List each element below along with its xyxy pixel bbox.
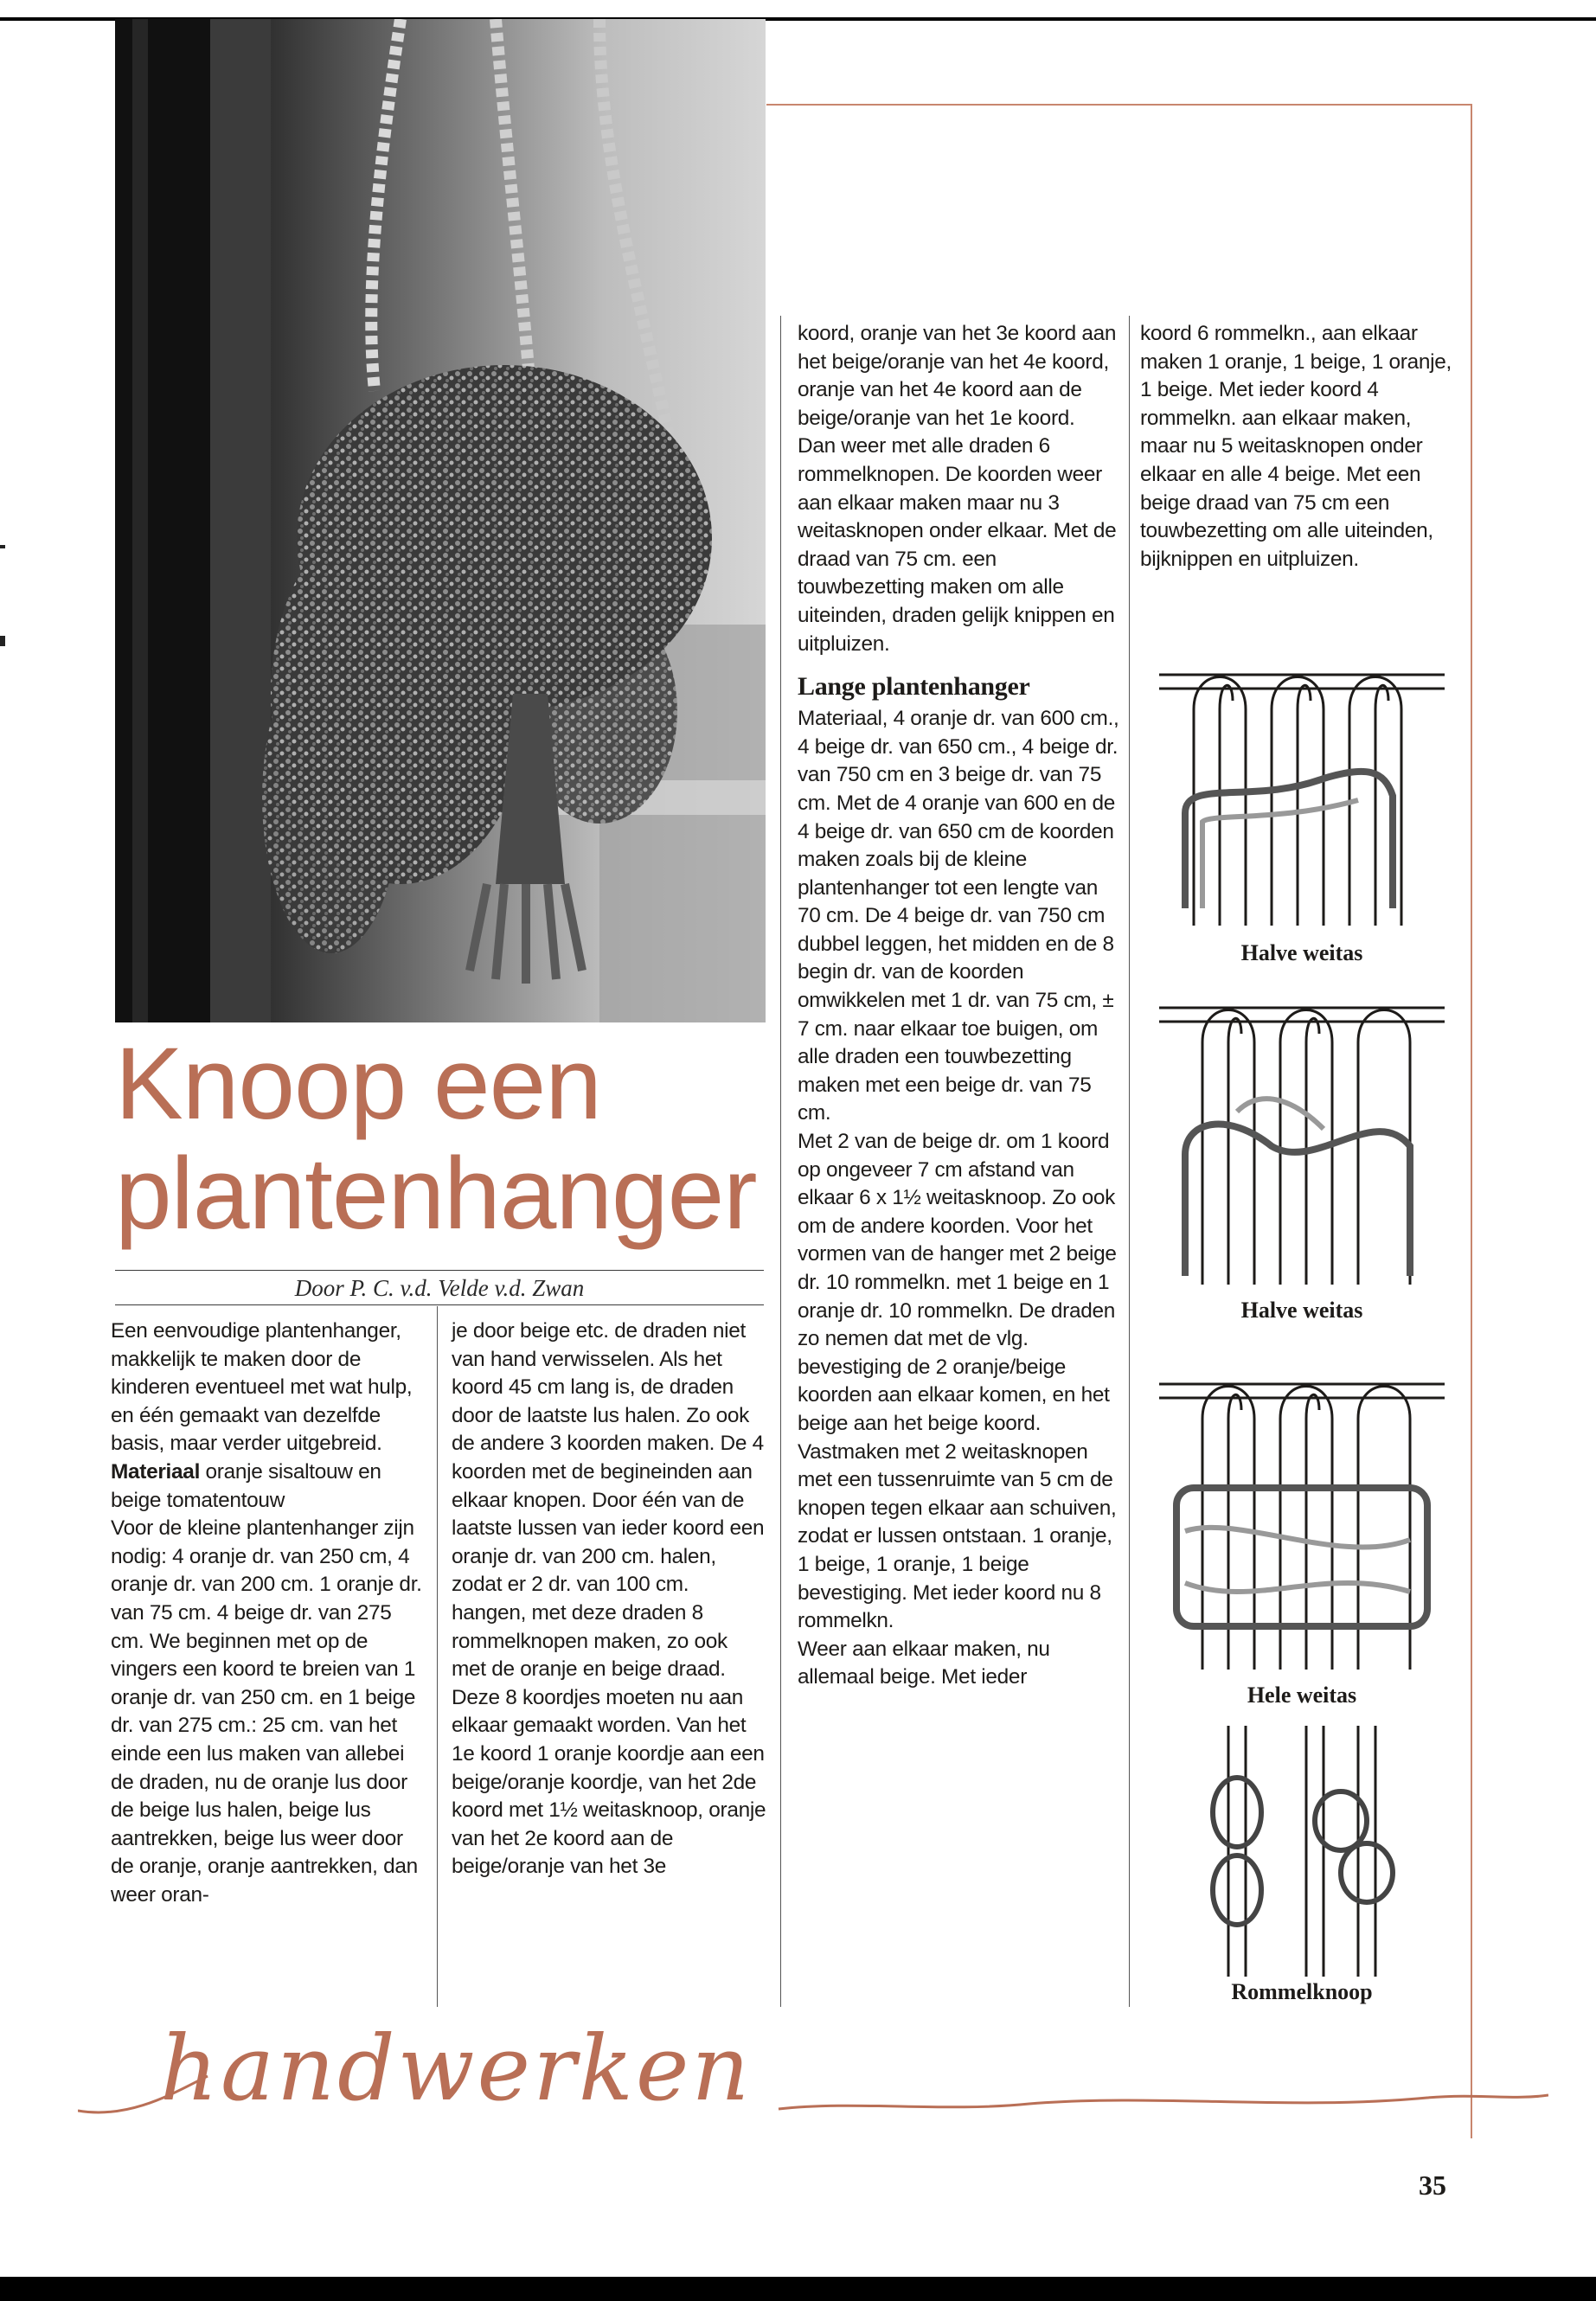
byline: Door P. C. v.d. Velde v.d. Zwan [294, 1275, 585, 1301]
hanging-plant-photo-icon [115, 19, 766, 1022]
column-2 [452, 1317, 767, 1881]
materials-paragraph [111, 1458, 422, 1515]
col3-paragraph-2: Dan weer met alle draden 6 rommelknopen. De koorden weer aan elkaar maken maar nu 3 weitasknopen onder elkaar. Met de draad van 75 cm. een touwbezetting maken om alle uiteinden, draden gelijk knippen en uitpluizen. [798, 434, 1117, 656]
section-heading: Lange plantenhanger [798, 672, 1030, 702]
intro-paragraph: Een eenvoudige plantenhanger, makkelijk te maken door de kinderen eventueel met wat hulp, en één gemaakt van dezelfde basis, maar verder uitgebreid. [111, 1319, 413, 1456]
column-divider [1129, 316, 1130, 2007]
byline-rule [115, 1304, 764, 1305]
col3-paragraph-1: koord, oranje van het 3e koord aan het beige/oranje van het 4e koord, oranje van het 4e koord aan de beige/oranje van het 1e koord. [798, 322, 1117, 430]
diagram-caption: Rommelknoop [1231, 1979, 1373, 2004]
diagram-caption: Hele weitas [1247, 1682, 1357, 1708]
scan-mark [0, 545, 5, 548]
rommel-knot-diagram-icon [1151, 1726, 1453, 1981]
col3-paragraph-5: Weer aan elkaar maken, nu allemaal beige. Met ieder [798, 1637, 1050, 1689]
scan-mark [0, 636, 5, 646]
col3-paragraph-4: Met 2 van de beige dr. om 1 koord op ongeveer 7 cm afstand van elkaar 6 x 1½ weitasknoop. Zo ook om de andere koorden. Voor het vormen van de hanger met 2 beige dr. 10 rommelkn. met 1 beige en 1 oranje dr. 10 rommelkn. De draden zo nemen dat met de vlg. bevestiging de 2 oranje/beige koorden aan elkaar komen, en het beige aan het beige koord. Vastmaken met 2 weitasknopen met een tussenruimte van 5 cm de knopen tegen elkaar aan schuiven, zodat er lussen ontstaan. 1 oranje, 1 beige, 1 oranje, 1 beige bevestiging. Met ieder koord nu 8 rommelkn. [798, 1130, 1117, 1633]
col3-paragraph-3: Materiaal, 4 oranje dr. van 600 cm., 4 beige dr. van 650 cm., 4 beige dr. van 750 cm en 3 beige dr. van 75 cm. Met de 4 oranje van 600 en de 4 beige dr. van 650 cm de koorden maken zoals bij de kleine plantenhanger tot een lengte van 70 cm. De 4 beige dr. van 750 cm dubbel leggen, het midden en de 8 begin dr. van de koorden omwikkelen met 1 dr. van 75 cm, ± 7 cm. naar elkaar toe buigen, om alle draden een touwbezetting maken met een beige dr. van 75 cm. [798, 707, 1119, 1125]
page-number: 35 [1419, 2170, 1446, 2201]
instructions-paragraph: Voor de kleine plantenhanger zijn nodig: 4 oranje dr. van 250 cm, 4 oranje dr. van 200 cm. 1 oranje dr. van 75 cm. 4 beige dr. van 275 cm. We beginnen met op de vingers een koord te breien van 1 oranje dr. van 250 cm. en 1 beige dr. van 275 cm.: 25 cm. van het einde een lus maken van allebei de draden, nu de oranje lus door de beige lus halen, beige lus aantrekken, beige lus weer door de oranje, oranje aantrekken, dan weer oran- [111, 1516, 422, 1907]
title-line-1: Knoop een [115, 1027, 601, 1141]
section-signature: handwerken [160, 2016, 753, 2121]
page-bottom-edge [0, 2277, 1596, 2301]
column-divider [437, 1306, 438, 2007]
title-line-2: plantenhanger [115, 1137, 757, 1252]
half-square-knot-diagram-icon [1151, 649, 1453, 939]
materials-label: Materiaal [111, 1459, 201, 1484]
title-rule [115, 1270, 764, 1271]
column-divider [780, 316, 781, 2007]
column-4 [1140, 320, 1460, 574]
diagram-caption: Halve weitas [1240, 940, 1363, 965]
column-1 [111, 1317, 422, 1909]
materials-text: oranje sisaltouw en beige tomatentouw [111, 1459, 381, 1512]
half-square-knot-diagram-icon [1151, 982, 1453, 1298]
col4-paragraph: koord 6 rommelkn., aan elkaar maken 1 oranje, 1 beige, 1 oranje, 1 beige. Met ieder koord 4 rommelkn. aan elkaar maken, maar nu 5 weitasknopen onder elkaar en alle 4 beige. Met een beige draad van 75 cm een touwbezetting om alle uiteinden, bijknippen en uitpluizen. [1140, 322, 1452, 571]
article-title [115, 1029, 772, 1250]
instructions-continued: je door beige etc. de draden niet van hand verwisselen. Als het koord 45 cm lang is, de draden door de laatste lus halen. Zo ook de andere 3 koorden maken. De 4 koorden met de begineinden aan elkaar knopen. Door één van de laatste lussen van ieder koord een oranje dr. van 200 cm. halen, zodat er 2 dr. van 100 cm. hangen, met deze draden 8 rommelknopen maken, zo ook met de oranje en beige draad. Deze 8 koordjes moeten nu aan elkaar gemaakt worden. Van het 1e koord 1 oranje koordje aan een beige/oranje koordje, van het 2de koord met 1½ weitasknoop, oranje van het 2e koord aan de beige/oranje van het 3e [452, 1319, 766, 1879]
full-square-knot-diagram-icon [1151, 1358, 1453, 1682]
diagram-caption: Halve weitas [1240, 1298, 1363, 1323]
column-3 [798, 320, 1123, 1692]
